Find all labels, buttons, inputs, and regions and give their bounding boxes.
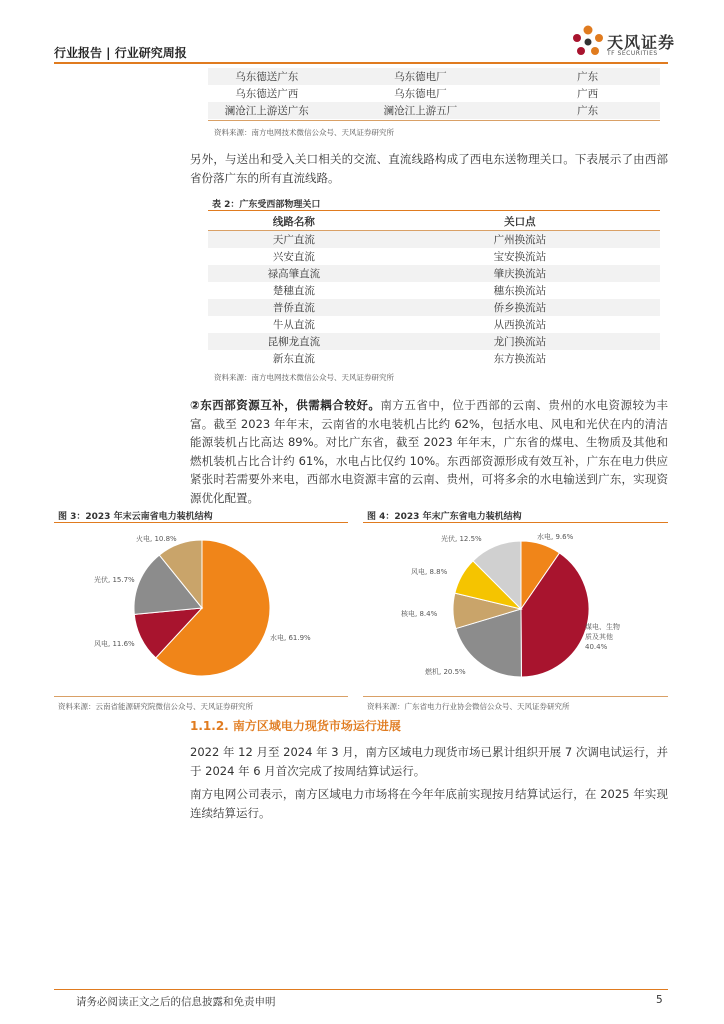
paragraph-lead: ②东西部资源互补，供需耦合较好。 — [190, 398, 381, 412]
table-cell: 乌东德电厂 — [394, 88, 447, 100]
figure4-top-rule — [363, 522, 668, 523]
paragraph-gateways: 另外，与送出和受入关口相关的交流、直流线路构成了西电东送物理关口。下表展示了由西部省份落广东的所有直流线路。 — [190, 152, 668, 185]
table-row — [208, 102, 660, 119]
figure3-top-rule — [54, 522, 348, 523]
figure3-pie-chart — [54, 524, 348, 696]
table-row — [208, 248, 660, 265]
table-cell: 昆柳龙直流 — [267, 336, 321, 348]
pie-label-0: 水电, 9.6% — [537, 533, 574, 541]
pie-label-2: 燃机, 20.5% — [425, 668, 466, 676]
table-cell: 从西换流站 — [493, 319, 547, 331]
section-paragraph-1: 2022 年 12 月至 2024 年 3 月，南方区域电力现货市场已累计组织开展 7 次调电试运行，并于 2024 年 6 月首次完成了按周结算试运行。 — [190, 745, 668, 778]
table-cell: 广东 — [577, 105, 599, 117]
paragraph-complementarity — [190, 396, 668, 507]
table-cell: 龙门换流站 — [493, 336, 547, 348]
table2-source: 资料来源：南方电网技术微信公众号、天风证券研究所 — [214, 373, 394, 382]
pie-label-2: 光伏, 15.7% — [94, 576, 135, 584]
table2-caption: 表 2：广东受西部物理关口 — [212, 200, 321, 210]
figure4-title: 图 4：2023 年末广东省电力装机结构 — [367, 512, 522, 522]
table-row — [208, 350, 660, 367]
header-divider — [54, 62, 668, 64]
table-header-cell: 关口点 — [504, 216, 536, 228]
table2 — [208, 213, 660, 367]
pie-label-3: 火电, 10.8% — [136, 535, 177, 543]
table2-grid — [208, 213, 660, 367]
footer-disclaimer: 请务必阅读正文之后的信息披露和免责申明 — [76, 996, 276, 1008]
figure3-title: 图 3：2023 年末云南省电力装机结构 — [58, 512, 213, 522]
table-row — [208, 68, 660, 85]
table-cell: 广西 — [577, 88, 599, 100]
table-cell: 乌东德送广东 — [235, 71, 299, 83]
table-row — [208, 265, 660, 282]
page-number: 5 — [656, 994, 663, 1006]
table-cell: 穗东换流站 — [493, 285, 547, 297]
pie-label-1: 煤电、生物 — [585, 623, 620, 631]
pie-label-5: 光伏, 12.5% — [441, 535, 482, 543]
figure4-source: 资料来源：广东省电力行业协会微信公众号、天风证券研究所 — [367, 702, 570, 711]
section-heading: 1.1.2. 南方区域电力现货市场运行进展 — [190, 719, 401, 733]
table-row — [208, 333, 660, 350]
table-cell: 楚穗直流 — [272, 285, 315, 297]
table-cell: 广东 — [577, 71, 599, 83]
table1-bottom-rule — [208, 120, 660, 121]
pie-label-3: 核电, 8.4% — [401, 610, 438, 618]
table-cell: 兴安直流 — [272, 251, 315, 263]
table-cell: 乌东德电厂 — [394, 71, 447, 83]
pie-label-1: 40.4% — [585, 643, 608, 651]
pie-label-4: 风电, 8.8% — [411, 568, 448, 576]
figure4-bottom-rule — [363, 696, 668, 697]
table-cell: 侨乡换流站 — [493, 302, 547, 314]
table-cell: 广州换流站 — [493, 234, 547, 246]
tf-logo-icon — [571, 24, 605, 60]
table-cell: 天广直流 — [272, 234, 315, 246]
table-cell: 普侨直流 — [272, 302, 315, 314]
table-cell: 新东直流 — [272, 353, 315, 365]
figure4-pie-chart — [363, 524, 668, 696]
figure3-bottom-rule — [54, 696, 348, 697]
table-row — [208, 282, 660, 299]
paragraph-body: 南方五省中，位于西部的云南、贵州的水电资源较为丰富。截至 2023 年年末，云南省的水电装机占比约 62%，包括水电、风电和光伏在内的清洁能源装机占比高达 89%。对比广东省，截至 2023 年年末，广东省的煤电、生物质及其他和燃机装机占比合计约 61%，水电占比仅约 10%。东西部资源形成有效互补，广东在电力供应紧张时若需要外来电，西部水电资源丰富的云南、贵州，可将多余的水电输送到广东，实现资源优化配置。 — [190, 398, 668, 505]
table-cell: 澜沧江上游五厂 — [383, 105, 458, 117]
footer-divider — [54, 989, 668, 990]
logo-subtext: TF SECURITIES — [607, 50, 658, 57]
table2-top-rule — [208, 210, 660, 211]
header-title: 行业报告 | 行业研究周报 — [54, 46, 187, 60]
table-header-cell: 线路名称 — [272, 216, 315, 228]
table-cell: 肇庆换流站 — [493, 268, 547, 280]
table-row — [208, 316, 660, 333]
pie-label-1: 风电, 11.6% — [94, 640, 135, 648]
table-cell: 宝安换流站 — [493, 251, 547, 263]
table-cell: 澜沧江上游送广东 — [224, 105, 309, 117]
table-cell: 禄高肇直流 — [267, 268, 321, 280]
table-row — [208, 299, 660, 316]
table-row — [208, 231, 660, 249]
table-row — [208, 85, 660, 102]
pie-label-1: 质及其他 — [585, 633, 613, 641]
logo-text: 天风证券 — [607, 33, 676, 52]
table-cell: 乌东德送广西 — [235, 88, 299, 100]
table1-grid — [208, 68, 660, 119]
table1 — [208, 68, 660, 121]
pie-label-0: 水电, 61.9% — [270, 634, 311, 642]
table-cell: 牛从直流 — [272, 319, 315, 331]
section-paragraph-2: 南方电网公司表示，南方区域电力市场将在今年年底前实现按月结算试运行，在 2025 年实现连续结算运行。 — [190, 787, 668, 820]
figure3-source: 资料来源：云南省能源研究院微信公众号、天风证券研究所 — [58, 702, 253, 711]
table1-source: 资料来源：南方电网技术微信公众号、天风证券研究所 — [214, 128, 394, 137]
table-header-row — [208, 213, 660, 231]
table-cell: 东方换流站 — [493, 353, 547, 365]
